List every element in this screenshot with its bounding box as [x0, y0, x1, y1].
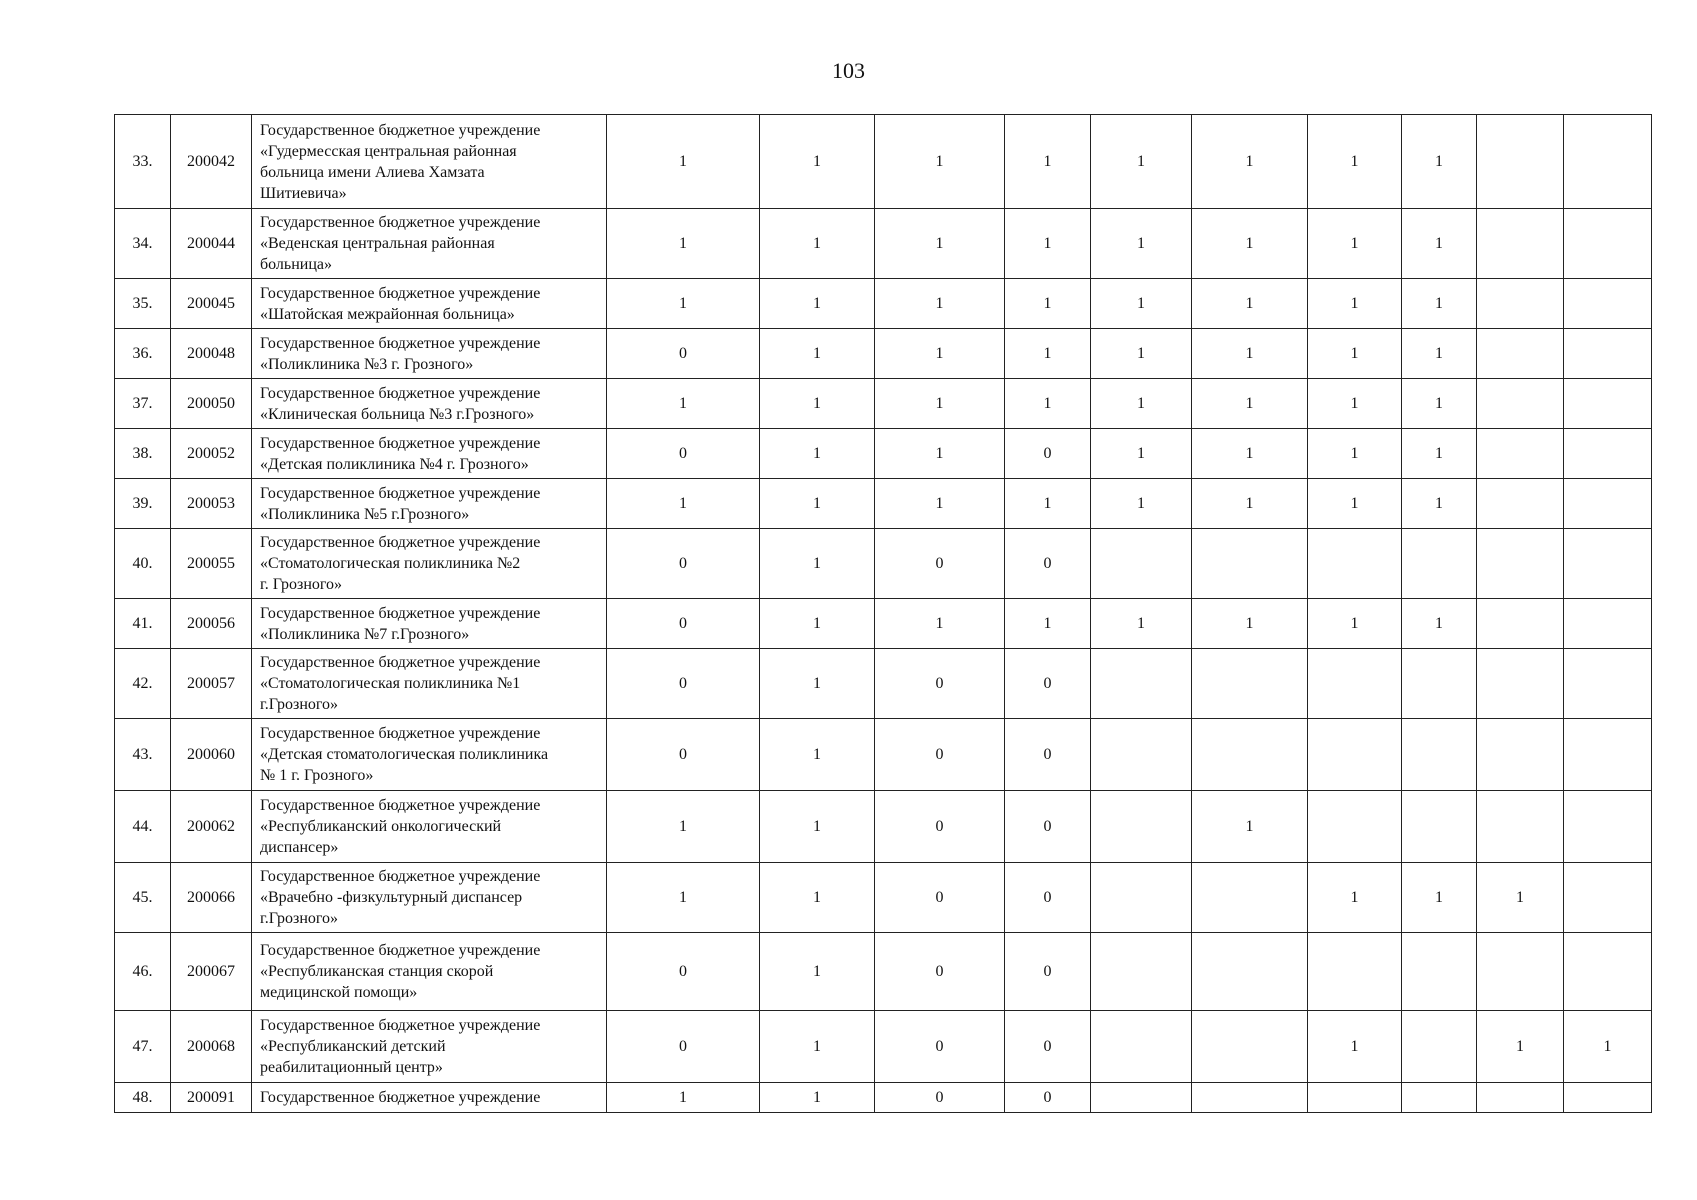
value-cell-9: [1477, 791, 1564, 863]
value-cell-2: 1: [760, 599, 875, 649]
institution-name: [252, 933, 607, 1011]
value-cell-1: 1: [607, 791, 760, 863]
value-cell-1: 1: [607, 209, 760, 279]
value-cell-3: 0: [875, 791, 1005, 863]
value-cell-1: 0: [607, 329, 760, 379]
value-cell-10: [1564, 529, 1652, 599]
institution-name-line: Государственное бюджетное учреждение: [260, 534, 541, 551]
value-cell-4: 0: [1005, 429, 1091, 479]
value-cell-9: [1477, 599, 1564, 649]
value-cell-10: [1564, 599, 1652, 649]
value-cell-1: 1: [607, 279, 760, 329]
value-cell-1: 1: [607, 379, 760, 429]
institution-code: 200057: [171, 649, 252, 719]
value-cell-6: 1: [1192, 329, 1308, 379]
value-cell-9: [1477, 279, 1564, 329]
value-cell-7: 1: [1308, 1011, 1402, 1083]
value-cell-2: 1: [760, 791, 875, 863]
institution-name-line: «Стоматологическая поликлиника №2: [260, 555, 521, 572]
institution-name-line: «Стоматологическая поликлиника №1: [260, 675, 521, 692]
institution-name-line: Государственное бюджетное учреждение: [260, 868, 541, 885]
value-cell-3: 1: [875, 279, 1005, 329]
value-cell-8: 1: [1402, 863, 1477, 933]
institution-code: 200066: [171, 863, 252, 933]
value-cell-9: 1: [1477, 1011, 1564, 1083]
institution-name-line: Государственное бюджетное учреждение: [260, 797, 541, 814]
institution-name-line: «Клиническая больница №3 г.Грозного»: [260, 405, 535, 423]
value-cell-5: 1: [1091, 379, 1192, 429]
value-cell-6: [1192, 529, 1308, 599]
table-row: [115, 529, 1652, 599]
table-row: [115, 863, 1652, 933]
institution-name-line: Государственное бюджетное учреждение: [260, 1017, 541, 1034]
institution-name: [252, 209, 607, 279]
value-cell-3: 0: [875, 863, 1005, 933]
table-body: [115, 115, 1652, 1113]
value-cell-7: 1: [1308, 863, 1402, 933]
value-cell-8: 1: [1402, 209, 1477, 279]
value-cell-2: 1: [760, 209, 875, 279]
table-row: [115, 599, 1652, 649]
value-cell-8: [1402, 529, 1477, 599]
value-cell-8: [1402, 1011, 1477, 1083]
institution-name-line: диспансер»: [260, 839, 339, 856]
value-cell-1: 1: [607, 479, 760, 529]
institution-name-line: больница»: [260, 256, 332, 273]
value-cell-1: 0: [607, 649, 760, 719]
value-cell-9: [1477, 479, 1564, 529]
value-cell-10: [1564, 329, 1652, 379]
value-cell-1: 0: [607, 1011, 760, 1083]
institutions-table: [114, 114, 1652, 1113]
value-cell-1: 1: [607, 115, 760, 209]
value-cell-10: [1564, 279, 1652, 329]
institution-name-line: «Поликлиника №3 г. Грозного»: [260, 355, 474, 373]
table-row: [115, 379, 1652, 429]
institution-name-line: «Гудермесская центральная районная: [260, 142, 517, 160]
value-cell-7: [1308, 649, 1402, 719]
value-cell-1: 0: [607, 933, 760, 1011]
value-cell-10: [1564, 209, 1652, 279]
value-cell-10: [1564, 429, 1652, 479]
institution-name-line: «Республиканский онкологический: [260, 818, 502, 835]
row-number: 43.: [115, 719, 171, 791]
value-cell-6: 1: [1192, 379, 1308, 429]
value-cell-5: [1091, 649, 1192, 719]
value-cell-4: 1: [1005, 379, 1091, 429]
value-cell-7: [1308, 933, 1402, 1011]
value-cell-6: 1: [1192, 429, 1308, 479]
value-cell-5: [1091, 719, 1192, 791]
value-cell-3: 0: [875, 933, 1005, 1011]
institution-name: [252, 479, 607, 529]
institution-name-line: «Врачебно -физкультурный диспансер: [260, 889, 523, 906]
institution-name-line: г.Грозного»: [260, 910, 339, 927]
value-cell-2: 1: [760, 429, 875, 479]
value-cell-6: [1192, 649, 1308, 719]
value-cell-9: 1: [1477, 863, 1564, 933]
institution-name: [252, 1083, 607, 1113]
table-row: [115, 933, 1652, 1011]
value-cell-9: [1477, 329, 1564, 379]
value-cell-3: 1: [875, 429, 1005, 479]
institution-name: [252, 1011, 607, 1083]
value-cell-8: 1: [1402, 329, 1477, 379]
value-cell-10: [1564, 379, 1652, 429]
table-row: [115, 279, 1652, 329]
institution-name-line: Государственное бюджетное учреждение: [260, 1089, 541, 1106]
value-cell-7: [1308, 529, 1402, 599]
value-cell-2: 1: [760, 279, 875, 329]
value-cell-10: [1564, 1083, 1652, 1113]
value-cell-8: 1: [1402, 599, 1477, 649]
value-cell-2: 1: [760, 649, 875, 719]
value-cell-8: 1: [1402, 479, 1477, 529]
institution-name: [252, 863, 607, 933]
table-row: [115, 479, 1652, 529]
value-cell-1: 0: [607, 599, 760, 649]
institution-code: 200055: [171, 529, 252, 599]
value-cell-6: [1192, 1083, 1308, 1113]
value-cell-10: 1: [1564, 1011, 1652, 1083]
value-cell-8: [1402, 649, 1477, 719]
table-row: [115, 1083, 1652, 1113]
value-cell-5: [1091, 1011, 1192, 1083]
value-cell-3: 0: [875, 719, 1005, 791]
value-cell-6: 1: [1192, 599, 1308, 649]
value-cell-6: 1: [1192, 115, 1308, 209]
value-cell-9: [1477, 115, 1564, 209]
row-number: 46.: [115, 933, 171, 1011]
value-cell-5: [1091, 933, 1192, 1011]
institution-name: [252, 379, 607, 429]
institution-name-line: Государственное бюджетное учреждение: [260, 434, 541, 452]
value-cell-5: 1: [1091, 279, 1192, 329]
institution-name-line: «Республиканская станция скорой: [260, 963, 494, 980]
institution-code: 200067: [171, 933, 252, 1011]
institution-name-line: «Детская поликлиника №4 г. Грозного»: [260, 455, 529, 473]
value-cell-8: 1: [1402, 279, 1477, 329]
row-number: 37.: [115, 379, 171, 429]
value-cell-2: 1: [760, 329, 875, 379]
value-cell-2: 1: [760, 379, 875, 429]
value-cell-1: 0: [607, 529, 760, 599]
value-cell-7: 1: [1308, 429, 1402, 479]
value-cell-5: [1091, 791, 1192, 863]
value-cell-1: 0: [607, 719, 760, 791]
value-cell-10: [1564, 115, 1652, 209]
value-cell-4: 1: [1005, 209, 1091, 279]
value-cell-5: 1: [1091, 329, 1192, 379]
row-number: 40.: [115, 529, 171, 599]
row-number: 45.: [115, 863, 171, 933]
value-cell-4: 0: [1005, 863, 1091, 933]
value-cell-7: 1: [1308, 279, 1402, 329]
value-cell-6: 1: [1192, 791, 1308, 863]
value-cell-3: 1: [875, 329, 1005, 379]
value-cell-6: [1192, 933, 1308, 1011]
institution-code: 200052: [171, 429, 252, 479]
institution-code: 200044: [171, 209, 252, 279]
row-number: 35.: [115, 279, 171, 329]
value-cell-4: 0: [1005, 1011, 1091, 1083]
institution-name-line: № 1 г. Грозного»: [260, 767, 374, 784]
value-cell-1: 1: [607, 863, 760, 933]
institution-name: [252, 719, 607, 791]
institution-name-line: «Детская стоматологическая поликлиника: [260, 746, 549, 763]
institution-name: [252, 115, 607, 209]
value-cell-3: 1: [875, 379, 1005, 429]
institution-name: [252, 429, 607, 479]
value-cell-7: 1: [1308, 599, 1402, 649]
institution-name-line: медицинской помощи»: [260, 984, 418, 1001]
row-number: 44.: [115, 791, 171, 863]
value-cell-4: 1: [1005, 479, 1091, 529]
row-number: 47.: [115, 1011, 171, 1083]
page-number: 103: [832, 58, 865, 83]
row-number: 33.: [115, 115, 171, 209]
value-cell-5: [1091, 529, 1192, 599]
value-cell-9: [1477, 719, 1564, 791]
value-cell-6: [1192, 1011, 1308, 1083]
value-cell-7: [1308, 719, 1402, 791]
value-cell-2: 1: [760, 115, 875, 209]
institution-code: 200053: [171, 479, 252, 529]
value-cell-5: 1: [1091, 479, 1192, 529]
institution-name-line: г.Грозного»: [260, 696, 339, 713]
table-row: [115, 209, 1652, 279]
row-number: 41.: [115, 599, 171, 649]
value-cell-2: 1: [760, 719, 875, 791]
value-cell-3: 0: [875, 529, 1005, 599]
value-cell-5: [1091, 1083, 1192, 1113]
value-cell-7: 1: [1308, 115, 1402, 209]
value-cell-9: [1477, 649, 1564, 719]
value-cell-6: [1192, 719, 1308, 791]
value-cell-2: 1: [760, 1011, 875, 1083]
value-cell-10: [1564, 933, 1652, 1011]
institution-name: [252, 599, 607, 649]
value-cell-4: 0: [1005, 791, 1091, 863]
value-cell-7: 1: [1308, 479, 1402, 529]
value-cell-2: 1: [760, 933, 875, 1011]
value-cell-8: 1: [1402, 379, 1477, 429]
value-cell-9: [1477, 429, 1564, 479]
value-cell-10: [1564, 649, 1652, 719]
institution-name-line: Государственное бюджетное учреждение: [260, 654, 541, 671]
value-cell-5: 1: [1091, 209, 1192, 279]
value-cell-6: [1192, 863, 1308, 933]
institution-name-line: Государственное бюджетное учреждение: [260, 484, 541, 502]
institution-name-line: «Поликлиника №7 г.Грозного»: [260, 625, 470, 643]
value-cell-8: [1402, 933, 1477, 1011]
value-cell-4: 0: [1005, 1083, 1091, 1113]
institution-code: 200060: [171, 719, 252, 791]
value-cell-2: 1: [760, 479, 875, 529]
table-row: [115, 1011, 1652, 1083]
value-cell-4: 0: [1005, 719, 1091, 791]
value-cell-8: [1402, 719, 1477, 791]
institution-name-line: «Шатойская межрайонная больница»: [260, 305, 515, 323]
value-cell-5: 1: [1091, 429, 1192, 479]
institution-code: 200048: [171, 329, 252, 379]
table-row: [115, 649, 1652, 719]
row-number: 39.: [115, 479, 171, 529]
institution-code: 200042: [171, 115, 252, 209]
value-cell-3: 0: [875, 649, 1005, 719]
value-cell-4: 0: [1005, 529, 1091, 599]
value-cell-3: 0: [875, 1011, 1005, 1083]
institution-name: [252, 279, 607, 329]
value-cell-9: [1477, 379, 1564, 429]
row-number: 36.: [115, 329, 171, 379]
institution-name: [252, 649, 607, 719]
institution-name-line: Государственное бюджетное учреждение: [260, 334, 541, 352]
value-cell-6: 1: [1192, 479, 1308, 529]
institution-name-line: Государственное бюджетное учреждение: [260, 284, 541, 302]
value-cell-2: 1: [760, 529, 875, 599]
institution-code: 200068: [171, 1011, 252, 1083]
institution-name-line: Государственное бюджетное учреждение: [260, 604, 541, 622]
value-cell-9: [1477, 1083, 1564, 1113]
value-cell-2: 1: [760, 863, 875, 933]
value-cell-6: 1: [1192, 209, 1308, 279]
institution-name-line: Государственное бюджетное учреждение: [260, 214, 541, 231]
value-cell-6: 1: [1192, 279, 1308, 329]
table-row: [115, 115, 1652, 209]
value-cell-7: [1308, 791, 1402, 863]
institution-name-line: Шитиевича»: [260, 184, 347, 202]
institution-code: 200056: [171, 599, 252, 649]
value-cell-9: [1477, 209, 1564, 279]
value-cell-7: 1: [1308, 209, 1402, 279]
institution-name-line: Государственное бюджетное учреждение: [260, 725, 541, 742]
value-cell-2: 1: [760, 1083, 875, 1113]
value-cell-4: 1: [1005, 115, 1091, 209]
value-cell-7: 1: [1308, 329, 1402, 379]
institution-name-line: г. Грозного»: [260, 576, 343, 593]
table-row: [115, 791, 1652, 863]
value-cell-3: 1: [875, 479, 1005, 529]
value-cell-3: 1: [875, 115, 1005, 209]
value-cell-1: 1: [607, 1083, 760, 1113]
institution-name-line: больница имени Алиева Хамзата: [260, 163, 485, 181]
value-cell-8: [1402, 791, 1477, 863]
value-cell-5: [1091, 863, 1192, 933]
value-cell-9: [1477, 933, 1564, 1011]
institution-name: [252, 329, 607, 379]
row-number: 34.: [115, 209, 171, 279]
value-cell-8: 1: [1402, 429, 1477, 479]
institution-code: 200045: [171, 279, 252, 329]
institution-code: 200091: [171, 1083, 252, 1113]
value-cell-3: 1: [875, 209, 1005, 279]
institution-name-line: «Веденская центральная районная: [260, 235, 495, 252]
row-number: 38.: [115, 429, 171, 479]
institution-name: [252, 529, 607, 599]
table-row: [115, 719, 1652, 791]
value-cell-8: [1402, 1083, 1477, 1113]
value-cell-4: 1: [1005, 599, 1091, 649]
institution-name-line: «Поликлиника №5 г.Грозного»: [260, 505, 470, 523]
value-cell-8: 1: [1402, 115, 1477, 209]
value-cell-7: 1: [1308, 379, 1402, 429]
value-cell-10: [1564, 479, 1652, 529]
table-row: [115, 329, 1652, 379]
row-number: 48.: [115, 1083, 171, 1113]
institution-code: 200050: [171, 379, 252, 429]
institution-name-line: Государственное бюджетное учреждение: [260, 121, 541, 139]
value-cell-9: [1477, 529, 1564, 599]
institution-code: 200062: [171, 791, 252, 863]
value-cell-10: [1564, 863, 1652, 933]
value-cell-4: 0: [1005, 933, 1091, 1011]
table-row: [115, 429, 1652, 479]
value-cell-7: [1308, 1083, 1402, 1113]
institution-name-line: Государственное бюджетное учреждение: [260, 384, 541, 402]
value-cell-5: 1: [1091, 599, 1192, 649]
institution-name-line: «Республиканский детский: [260, 1038, 446, 1055]
value-cell-4: 1: [1005, 279, 1091, 329]
value-cell-3: 0: [875, 1083, 1005, 1113]
row-number: 42.: [115, 649, 171, 719]
value-cell-1: 0: [607, 429, 760, 479]
value-cell-3: 1: [875, 599, 1005, 649]
value-cell-10: [1564, 791, 1652, 863]
institution-name: [252, 791, 607, 863]
value-cell-10: [1564, 719, 1652, 791]
value-cell-4: 1: [1005, 329, 1091, 379]
value-cell-4: 0: [1005, 649, 1091, 719]
institution-name-line: реабилитационный центр»: [260, 1059, 443, 1076]
value-cell-5: 1: [1091, 115, 1192, 209]
institution-name-line: Государственное бюджетное учреждение: [260, 942, 541, 959]
